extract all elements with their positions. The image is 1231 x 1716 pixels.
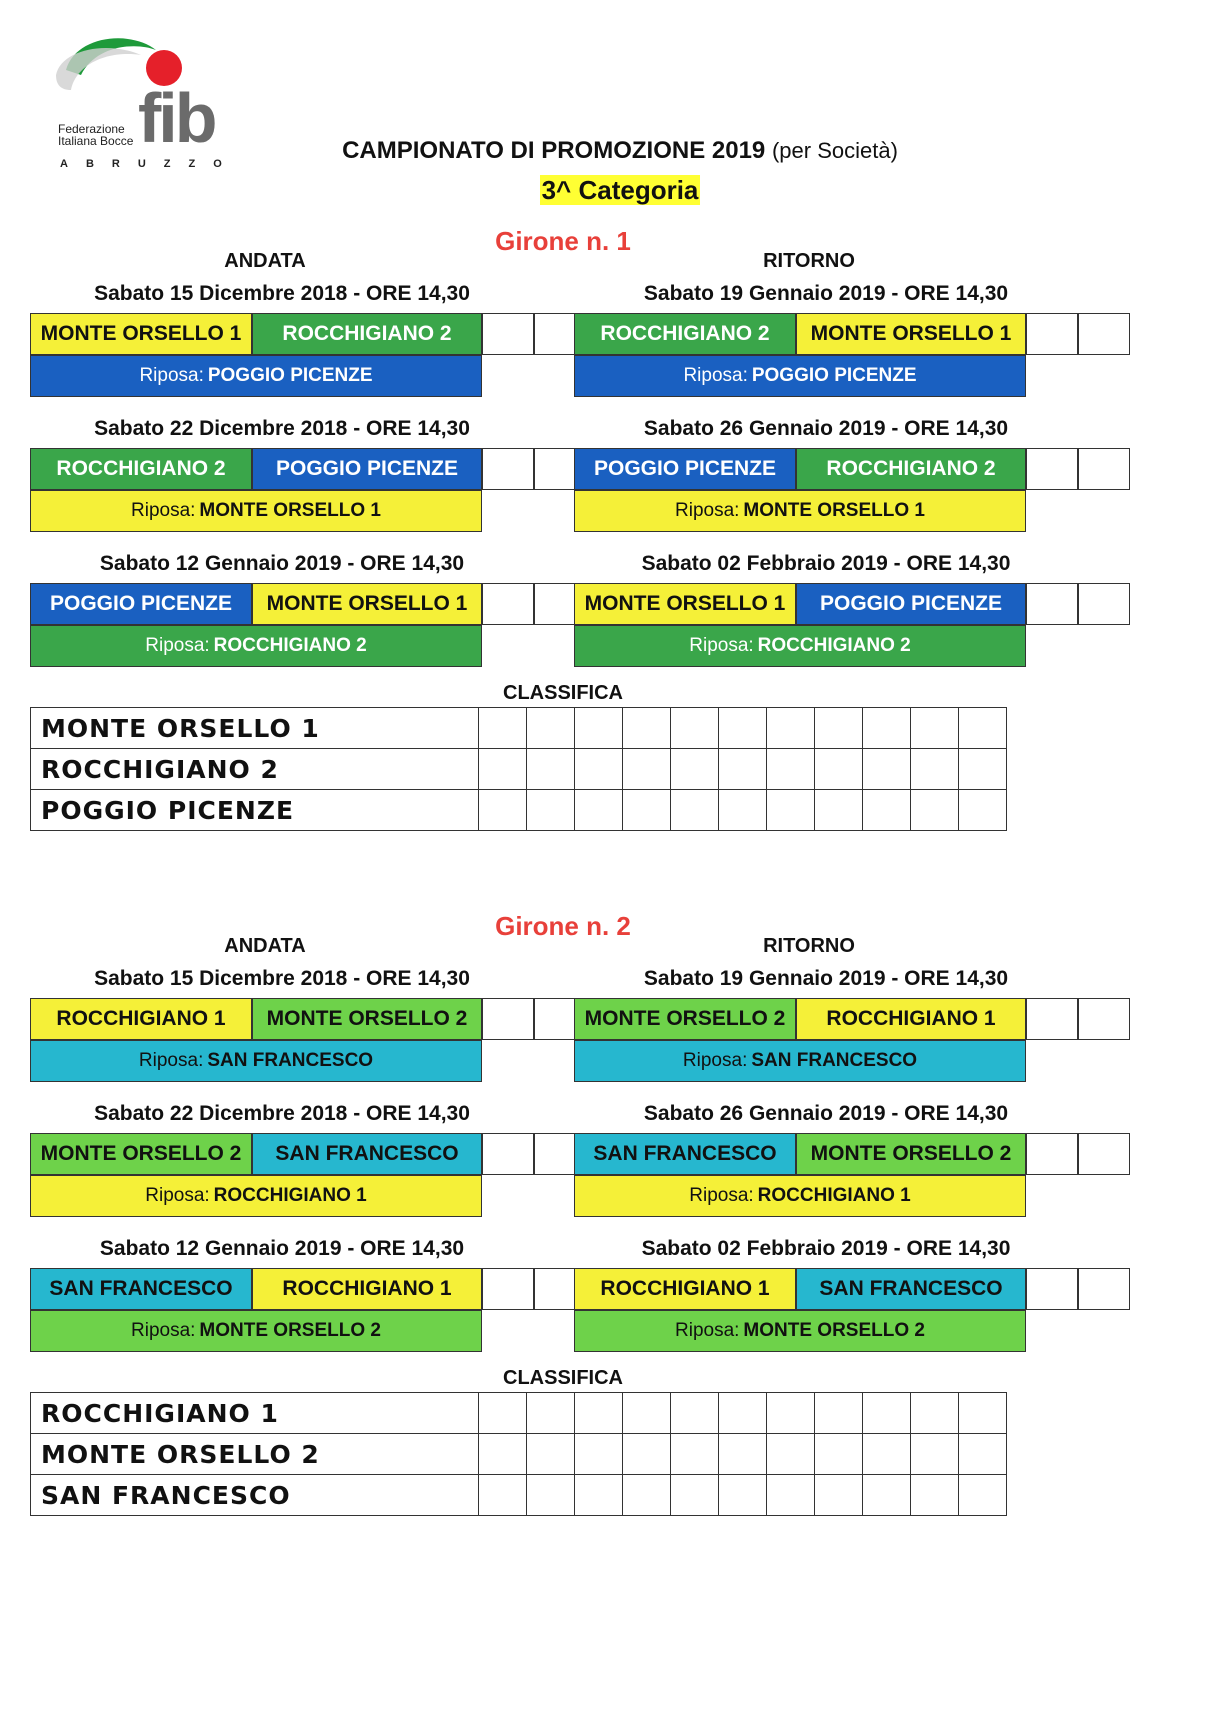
standings-cell[interactable] [623,1475,671,1516]
standings-cell[interactable] [815,749,863,790]
away-team: MONTE ORSELLO 1 [252,583,482,625]
home-team: ROCCHIGIANO 1 [574,1268,796,1310]
match-date: Sabato 12 Gennaio 2019 - ORE 14,30 [99,1237,465,1260]
away-team: ROCCHIGIANO 1 [796,998,1026,1040]
phase-label-ritorno: RITORNO [763,250,855,272]
standings-row [31,1393,1007,1434]
standings-row [31,1475,1007,1516]
standings-team: MONTE ORSELLO 1 [31,708,479,749]
home-team: POGGIO PICENZE [574,448,796,490]
away-score-box[interactable] [1078,448,1130,490]
standings-team: MONTE ORSELLO 2 [31,1434,479,1475]
resting-team: MONTE ORSELLO 2 [199,1320,381,1341]
standings-cell[interactable] [719,1475,767,1516]
home-score-box[interactable] [1026,583,1078,625]
away-score-box[interactable] [1078,1268,1130,1310]
away-score-box[interactable] [1078,1133,1130,1175]
standings-cell[interactable] [671,708,719,749]
standings-cell[interactable] [527,1475,575,1516]
resting-team: MONTE ORSELLO 1 [743,500,925,521]
standings-table [30,1392,1007,1516]
standings-cell[interactable] [623,708,671,749]
standings-cell[interactable] [911,1475,959,1516]
standings-row [31,708,1007,749]
standings-cell[interactable] [719,749,767,790]
resting-label: Riposa: [689,635,754,656]
resting-label: Riposa: [675,500,740,521]
match-date: Sabato 15 Dicembre 2018 - ORE 14,30 [94,282,470,305]
match-card [30,313,586,397]
away-team: SAN FRANCESCO [796,1268,1026,1310]
resting-team-row [574,1175,1026,1217]
resting-team-row [574,1310,1026,1352]
away-team: MONTE ORSELLO 2 [796,1133,1026,1175]
away-score-box[interactable] [1078,998,1130,1040]
standings-cell[interactable] [767,1393,815,1434]
away-score-box[interactable] [1078,313,1130,355]
standings-team: POGGIO PICENZE [31,790,479,831]
logo-region: ABRUZZO [60,158,240,170]
standings-cell[interactable] [863,1393,911,1434]
resting-team-row [30,1175,482,1217]
standings-cell[interactable] [479,1393,527,1434]
standings-cell[interactable] [863,708,911,749]
standings-cell[interactable] [575,1434,623,1475]
standings-row [31,749,1007,790]
away-team: ROCCHIGIANO 1 [252,1268,482,1310]
standings-cell[interactable] [911,749,959,790]
standings-cell[interactable] [623,790,671,831]
standings-table [30,707,1007,831]
standings-team: ROCCHIGIANO 2 [31,749,479,790]
standings-cell[interactable] [575,790,623,831]
match-card [574,1133,1130,1217]
standings-cell[interactable] [959,1393,1007,1434]
logo-federation-line1: Federazione [58,122,125,136]
resting-team-row [574,625,1026,667]
resting-team: POGGIO PICENZE [751,365,917,386]
standings-team: ROCCHIGIANO 1 [31,1393,479,1434]
resting-label: Riposa: [145,635,210,656]
resting-team-row [574,355,1026,397]
standings-cell[interactable] [911,790,959,831]
standings-cell[interactable] [767,790,815,831]
resting-team-row [30,1310,482,1352]
standings-row [31,790,1007,831]
resting-team: POGGIO PICENZE [207,365,373,386]
standings-cell[interactable] [863,749,911,790]
away-team: MONTE ORSELLO 1 [796,313,1026,355]
resting-team: MONTE ORSELLO 2 [743,1320,925,1341]
standings-cell[interactable] [959,790,1007,831]
standings-cell[interactable] [719,1393,767,1434]
match-date: Sabato 22 Dicembre 2018 - ORE 14,30 [94,417,470,440]
page-title-suffix: (per Società) [771,138,898,163]
category-label: 3^ Categoria [541,175,699,205]
match-date: Sabato 12 Gennaio 2019 - ORE 14,30 [99,552,465,575]
resting-label: Riposa: [138,1050,204,1071]
standings-cell[interactable] [863,1475,911,1516]
away-team: MONTE ORSELLO 2 [252,998,482,1040]
match-card [574,1268,1130,1352]
home-team: MONTE ORSELLO 2 [574,998,796,1040]
resting-team-row [30,625,482,667]
home-score-box[interactable] [482,1268,534,1310]
away-score-box[interactable] [1078,583,1130,625]
standings-cell[interactable] [719,708,767,749]
home-team: POGGIO PICENZE [30,583,252,625]
match-card [574,448,1130,532]
standings-cell[interactable] [527,1393,575,1434]
home-team: MONTE ORSELLO 2 [30,1133,252,1175]
standings-cell[interactable] [671,790,719,831]
standings-cell[interactable] [479,708,527,749]
match-date: Sabato 19 Gennaio 2019 - ORE 14,30 [643,282,1009,305]
standings-team: SAN FRANCESCO [31,1475,479,1516]
away-team: ROCCHIGIANO 2 [796,448,1026,490]
standings-cell[interactable] [863,1434,911,1475]
away-team: ROCCHIGIANO 2 [252,313,482,355]
standings-cell[interactable] [767,1434,815,1475]
home-score-box[interactable] [1026,998,1078,1040]
standings-cell[interactable] [815,708,863,749]
standings-cell[interactable] [911,1393,959,1434]
standings-cell[interactable] [671,1393,719,1434]
resting-team-row [30,1040,482,1082]
resting-label: Riposa: [131,1320,196,1341]
standings-cell[interactable] [815,1393,863,1434]
resting-team-row [30,490,482,532]
match-card [574,583,1130,667]
resting-label: Riposa: [139,365,204,386]
classifica-title: CLASSIFICA [503,682,623,704]
classifica-title: CLASSIFICA [503,1367,623,1389]
resting-team: SAN FRANCESCO [751,1050,918,1071]
away-team: POGGIO PICENZE [796,583,1026,625]
standings-cell[interactable] [527,1434,575,1475]
standings-cell[interactable] [863,790,911,831]
standings-cell[interactable] [671,749,719,790]
standings-cell[interactable] [623,749,671,790]
resting-label: Riposa: [689,1185,754,1206]
standings-cell[interactable] [479,1434,527,1475]
home-score-box[interactable] [1026,448,1078,490]
standings-cell[interactable] [671,1475,719,1516]
standings-cell[interactable] [911,708,959,749]
resting-team-row [30,355,482,397]
match-date: Sabato 26 Gennaio 2019 - ORE 14,30 [643,1102,1009,1125]
home-team: ROCCHIGIANO 2 [574,313,796,355]
standings-cell[interactable] [575,1475,623,1516]
match-date: Sabato 02 Febbraio 2019 - ORE 14,30 [641,552,1011,575]
standings-cell[interactable] [959,1434,1007,1475]
resting-team: SAN FRANCESCO [207,1050,374,1071]
resting-team: MONTE ORSELLO 1 [199,500,381,521]
match-date: Sabato 02 Febbraio 2019 - ORE 14,30 [641,1237,1011,1260]
standings-cell[interactable] [623,1393,671,1434]
page-title-main: CAMPIONATO DI PROMOZIONE 2019 [342,137,766,164]
standings-cell[interactable] [767,1475,815,1516]
home-score-box[interactable] [1026,313,1078,355]
logo-abbreviation: fib [138,79,215,157]
phase-label-ritorno: RITORNO [763,935,855,957]
home-score-box[interactable] [482,448,534,490]
standings-cell[interactable] [959,708,1007,749]
home-team: MONTE ORSELLO 1 [30,313,252,355]
girone-title: Girone n. 1 [495,226,631,256]
standings-cell[interactable] [719,790,767,831]
resting-team: ROCCHIGIANO 1 [757,1185,911,1206]
phase-label-andata: ANDATA [224,250,306,272]
standings-cell[interactable] [767,708,815,749]
match-date: Sabato 22 Dicembre 2018 - ORE 14,30 [94,1102,470,1125]
match-card [30,1133,586,1217]
match-card [574,313,1130,397]
resting-team: ROCCHIGIANO 2 [757,635,911,656]
resting-team: ROCCHIGIANO 2 [213,635,367,656]
home-score-box[interactable] [482,998,534,1040]
standings-cell[interactable] [479,790,527,831]
resting-label: Riposa: [145,1185,210,1206]
standings-cell[interactable] [815,1434,863,1475]
standings-cell[interactable] [527,708,575,749]
standings-cell[interactable] [479,1475,527,1516]
resting-team: ROCCHIGIANO 1 [213,1185,367,1206]
standings-cell[interactable] [575,1393,623,1434]
home-team: ROCCHIGIANO 1 [30,998,252,1040]
phase-label-andata: ANDATA [224,935,306,957]
match-date: Sabato 26 Gennaio 2019 - ORE 14,30 [643,417,1009,440]
home-team: SAN FRANCESCO [574,1133,796,1175]
match-date: Sabato 15 Dicembre 2018 - ORE 14,30 [94,967,470,990]
home-score-box[interactable] [1026,1268,1078,1310]
page-title [260,137,980,165]
category-wrap [420,175,820,206]
match-card [30,998,586,1082]
girone-title: Girone n. 2 [495,911,631,941]
standings-cell[interactable] [767,749,815,790]
resting-label: Riposa: [675,1320,740,1341]
resting-label: Riposa: [683,365,748,386]
resting-team-row [574,490,1026,532]
home-score-box[interactable] [482,583,534,625]
home-team: SAN FRANCESCO [30,1268,252,1310]
standings-cell[interactable] [815,790,863,831]
fib-logo [46,30,256,185]
resting-team-row [574,1040,1026,1082]
standings-cell[interactable] [575,708,623,749]
standings-cell[interactable] [959,1475,1007,1516]
match-card [574,998,1130,1082]
match-card [30,448,586,532]
home-team: MONTE ORSELLO 1 [574,583,796,625]
resting-label: Riposa: [682,1050,748,1071]
standings-cell[interactable] [575,749,623,790]
match-card [30,1268,586,1352]
standings-cell[interactable] [719,1434,767,1475]
home-team: ROCCHIGIANO 2 [30,448,252,490]
home-score-box[interactable] [482,313,534,355]
home-score-box[interactable] [1026,1133,1078,1175]
standings-cell[interactable] [671,1434,719,1475]
match-date: Sabato 19 Gennaio 2019 - ORE 14,30 [643,967,1009,990]
away-team: POGGIO PICENZE [252,448,482,490]
standings-cell[interactable] [527,790,575,831]
away-team: SAN FRANCESCO [252,1133,482,1175]
standings-cell[interactable] [527,749,575,790]
match-card [30,583,586,667]
standings-cell[interactable] [623,1434,671,1475]
standings-cell[interactable] [479,749,527,790]
logo-federation-line2: Italiana Bocce [58,134,134,148]
resting-label: Riposa: [131,500,196,521]
standings-cell[interactable] [911,1434,959,1475]
standings-row [31,1434,1007,1475]
standings-cell[interactable] [959,749,1007,790]
standings-cell[interactable] [815,1475,863,1516]
home-score-box[interactable] [482,1133,534,1175]
